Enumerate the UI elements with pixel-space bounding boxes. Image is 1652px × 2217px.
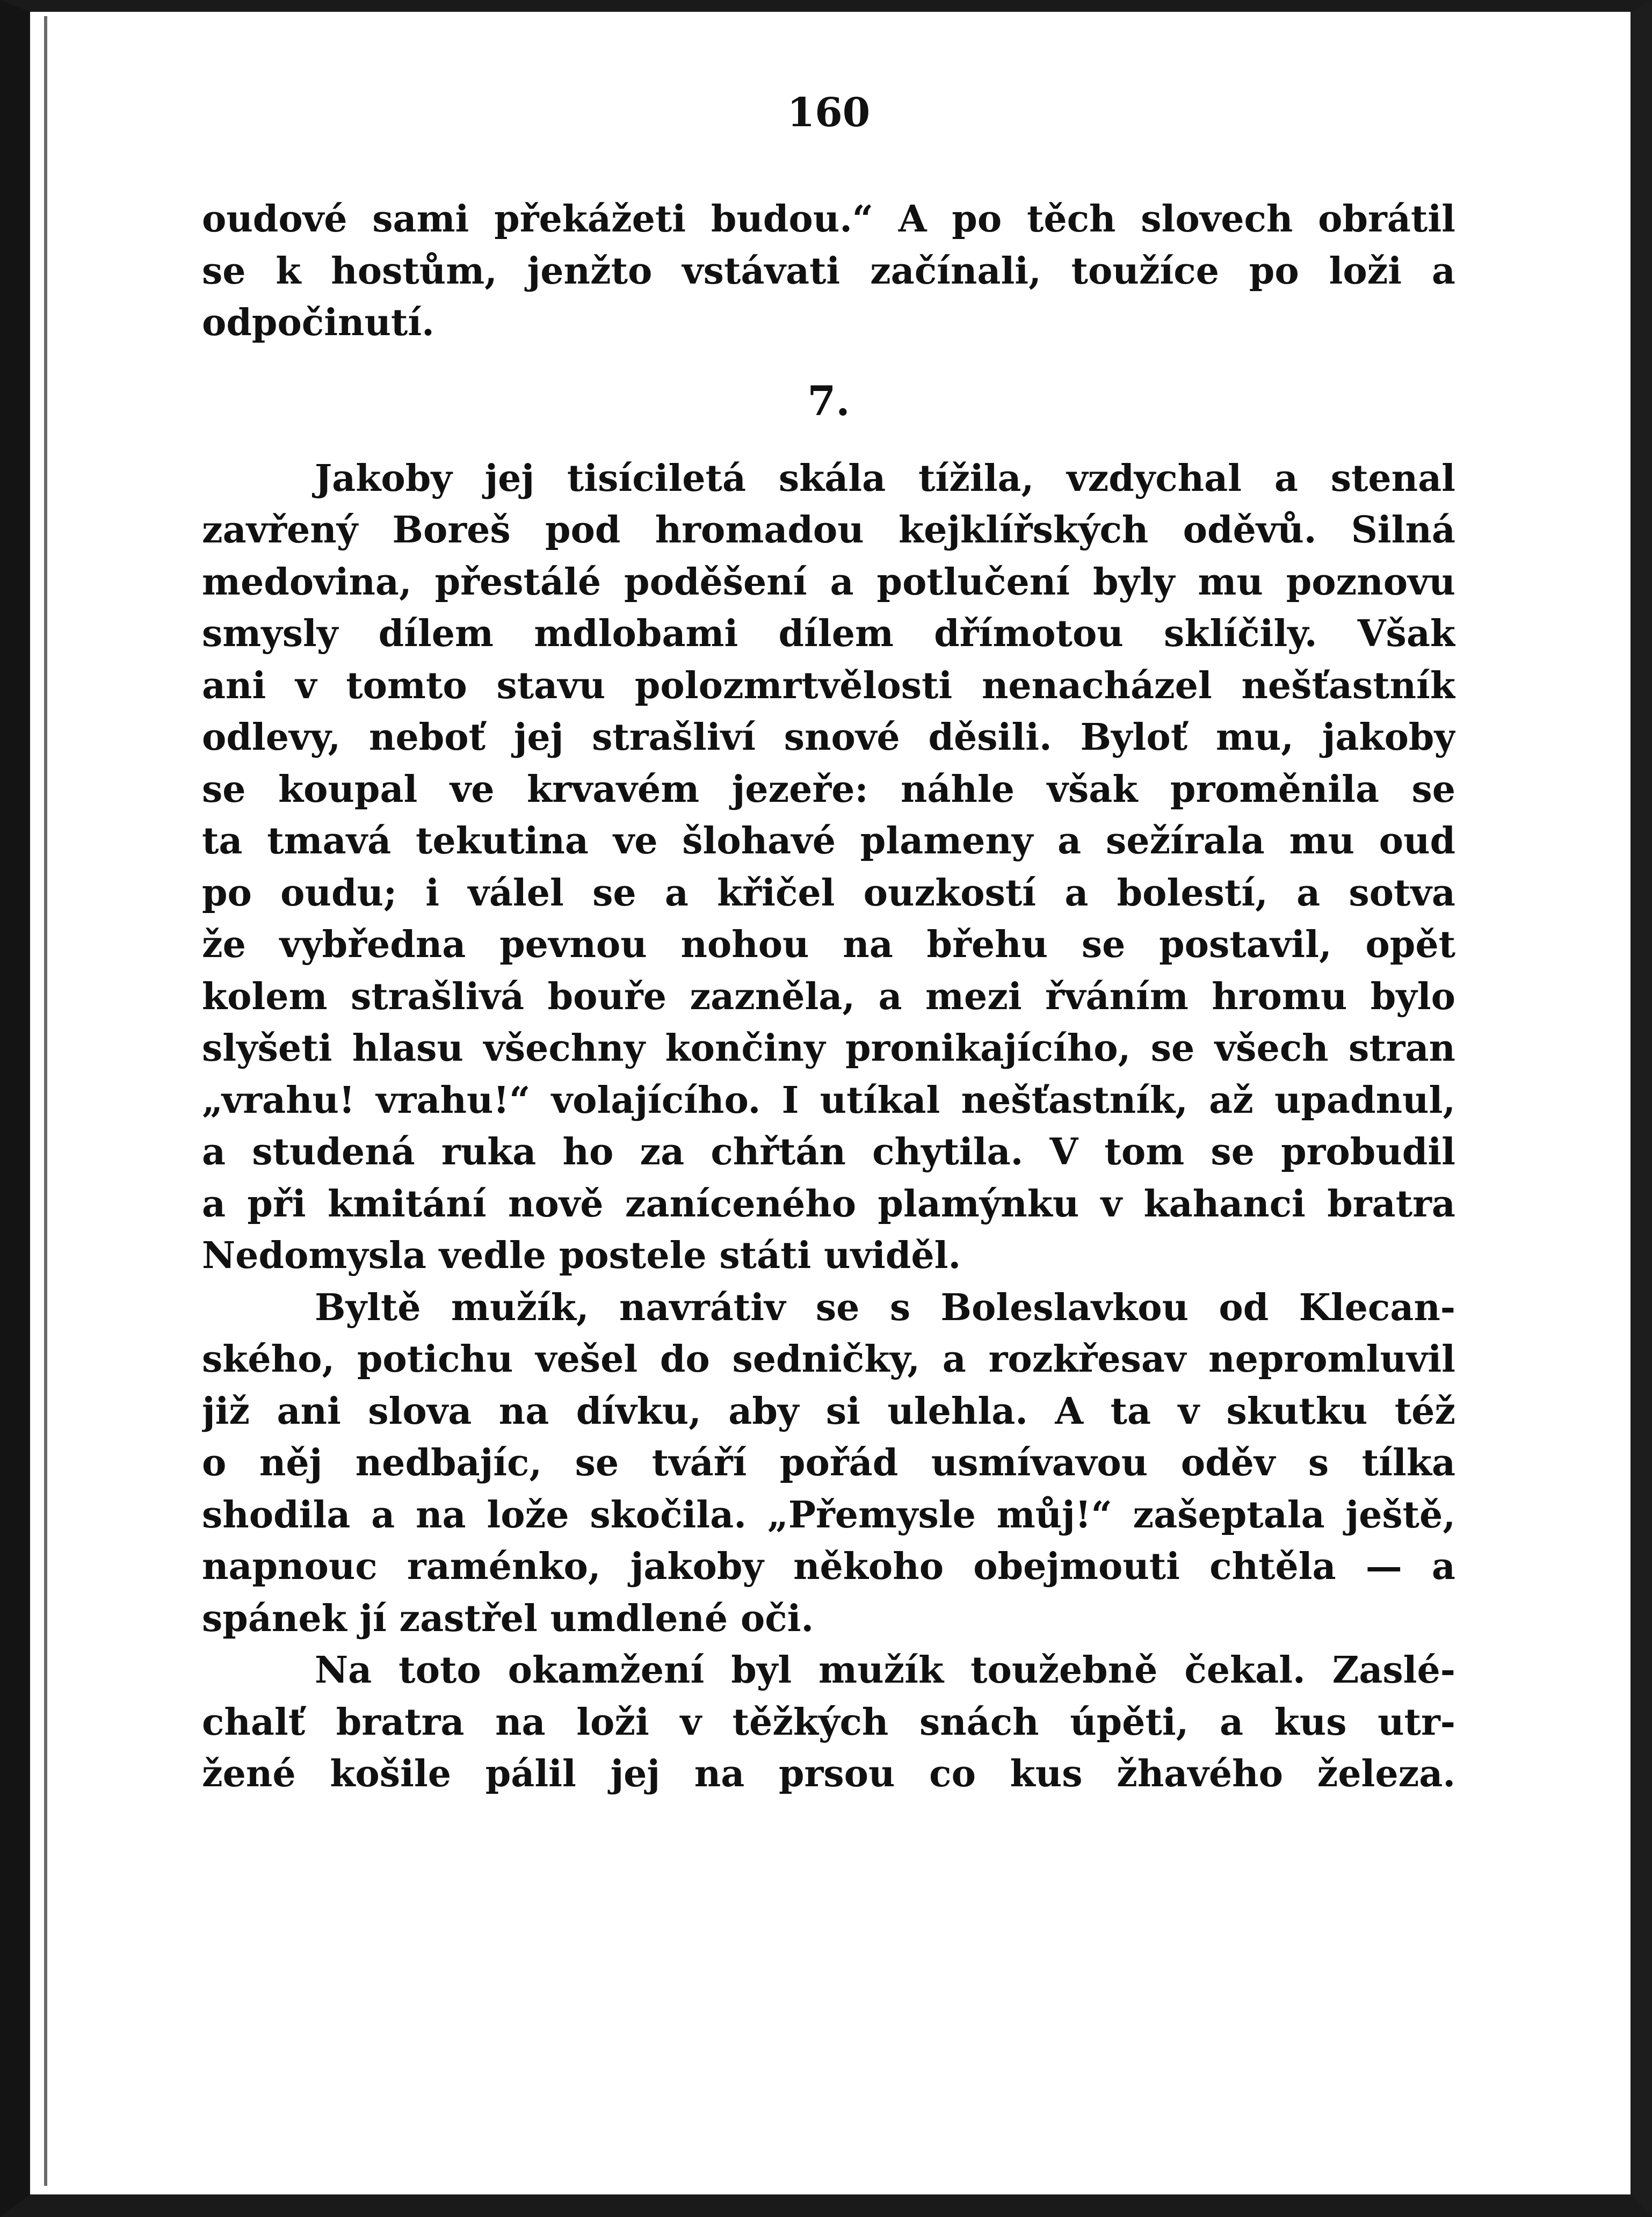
text-line: kolem strašlivá bouře zazněla, a mezi řváním hromu bylo <box>202 975 1455 1018</box>
text-line: po oudu; i válel se a křičel ouzkostí a bolestí, a sotva <box>202 871 1455 915</box>
text-line: odlevy, neboť jej strašliví snové děsili. Byloť mu, jakoby <box>202 716 1455 759</box>
text-line: medovina, přestálé poděšení a potlučení byly mu poznovu <box>202 560 1455 604</box>
text-line: a studená ruka ho za chřtán chytila. V tom se probudil <box>202 1131 1455 1173</box>
text-line: Na toto okamžení byl mužík toužebně čekal. Zaslé- <box>315 1649 1455 1692</box>
text-line: zavřený Boreš pod hromadou kejklířských oděvů. Silná <box>202 509 1455 552</box>
text-line: shodila a na lože skočila. „Přemysle můj!“ zašeptala ještě, <box>202 1493 1455 1537</box>
text-line: „vrahu! vrahu!“ volajícího. I utíkal nešťastník, až upadnul, <box>202 1078 1455 1122</box>
chapter-heading: 7. <box>807 376 850 425</box>
text-line: spánek jí zastřel umdlené oči. <box>202 1597 814 1640</box>
text-line: chalť bratra na loži v těžkých snách úpěti, a kus utr- <box>202 1700 1455 1744</box>
text-line: napnouc raménko, jakoby někoho obejmouti chtěla — a <box>202 1545 1455 1588</box>
page-number: 160 <box>787 90 871 136</box>
text-line: se koupal ve krvavém jezeře: náhle však proměnila se <box>202 767 1455 811</box>
text-line: smysly dílem mdlobami dílem dřímotou sklíčily. Však <box>202 612 1455 655</box>
text-line: se k hostům, jenžto vstávati začínali, toužíce po loži a <box>202 249 1455 293</box>
text-line: ta tmavá tekutina ve šlohavé plameny a sežírala mu oud <box>202 820 1455 863</box>
text-line: oudové sami překážeti budou.“ A po těch slovech obrátil <box>202 198 1455 241</box>
text-line: Nedomysla vedle postele státi uviděl. <box>202 1234 961 1277</box>
text-line: Jakoby jej tisíciletá skála tížila, vzdychal a stenal <box>315 457 1455 500</box>
text-block <box>202 193 1455 1800</box>
text-line: odpočinutí. <box>202 301 434 344</box>
text-line: o něj nedbajíc, se tváří pořád usmívavou oděv s tílka <box>202 1441 1455 1484</box>
text-line: slyšeti hlasu všechny končiny pronikajícího, se všech stran <box>202 1027 1455 1070</box>
text-line: Byltě mužík, navrátiv se s Boleslavkou od Klecan- <box>315 1286 1455 1329</box>
text-line: ani v tomto stavu polozmrtvělosti nenacházel nešťastník <box>202 664 1455 707</box>
text-line: že vybředna pevnou nohou na břehu se postavil, opět <box>202 923 1455 966</box>
text-line: ského, potichu vešel do sedničky, a rozkřesav nepromluvil <box>202 1338 1455 1381</box>
text-line: a při kmitání nově zaníceného plamýnku v kahanci bratra <box>202 1182 1455 1226</box>
text-line: žené košile pálil jej na prsou co kus žhavého železa. <box>202 1752 1455 1795</box>
text-line: již ani slova na dívku, aby si ulehla. A ta v skutku též <box>202 1389 1455 1433</box>
